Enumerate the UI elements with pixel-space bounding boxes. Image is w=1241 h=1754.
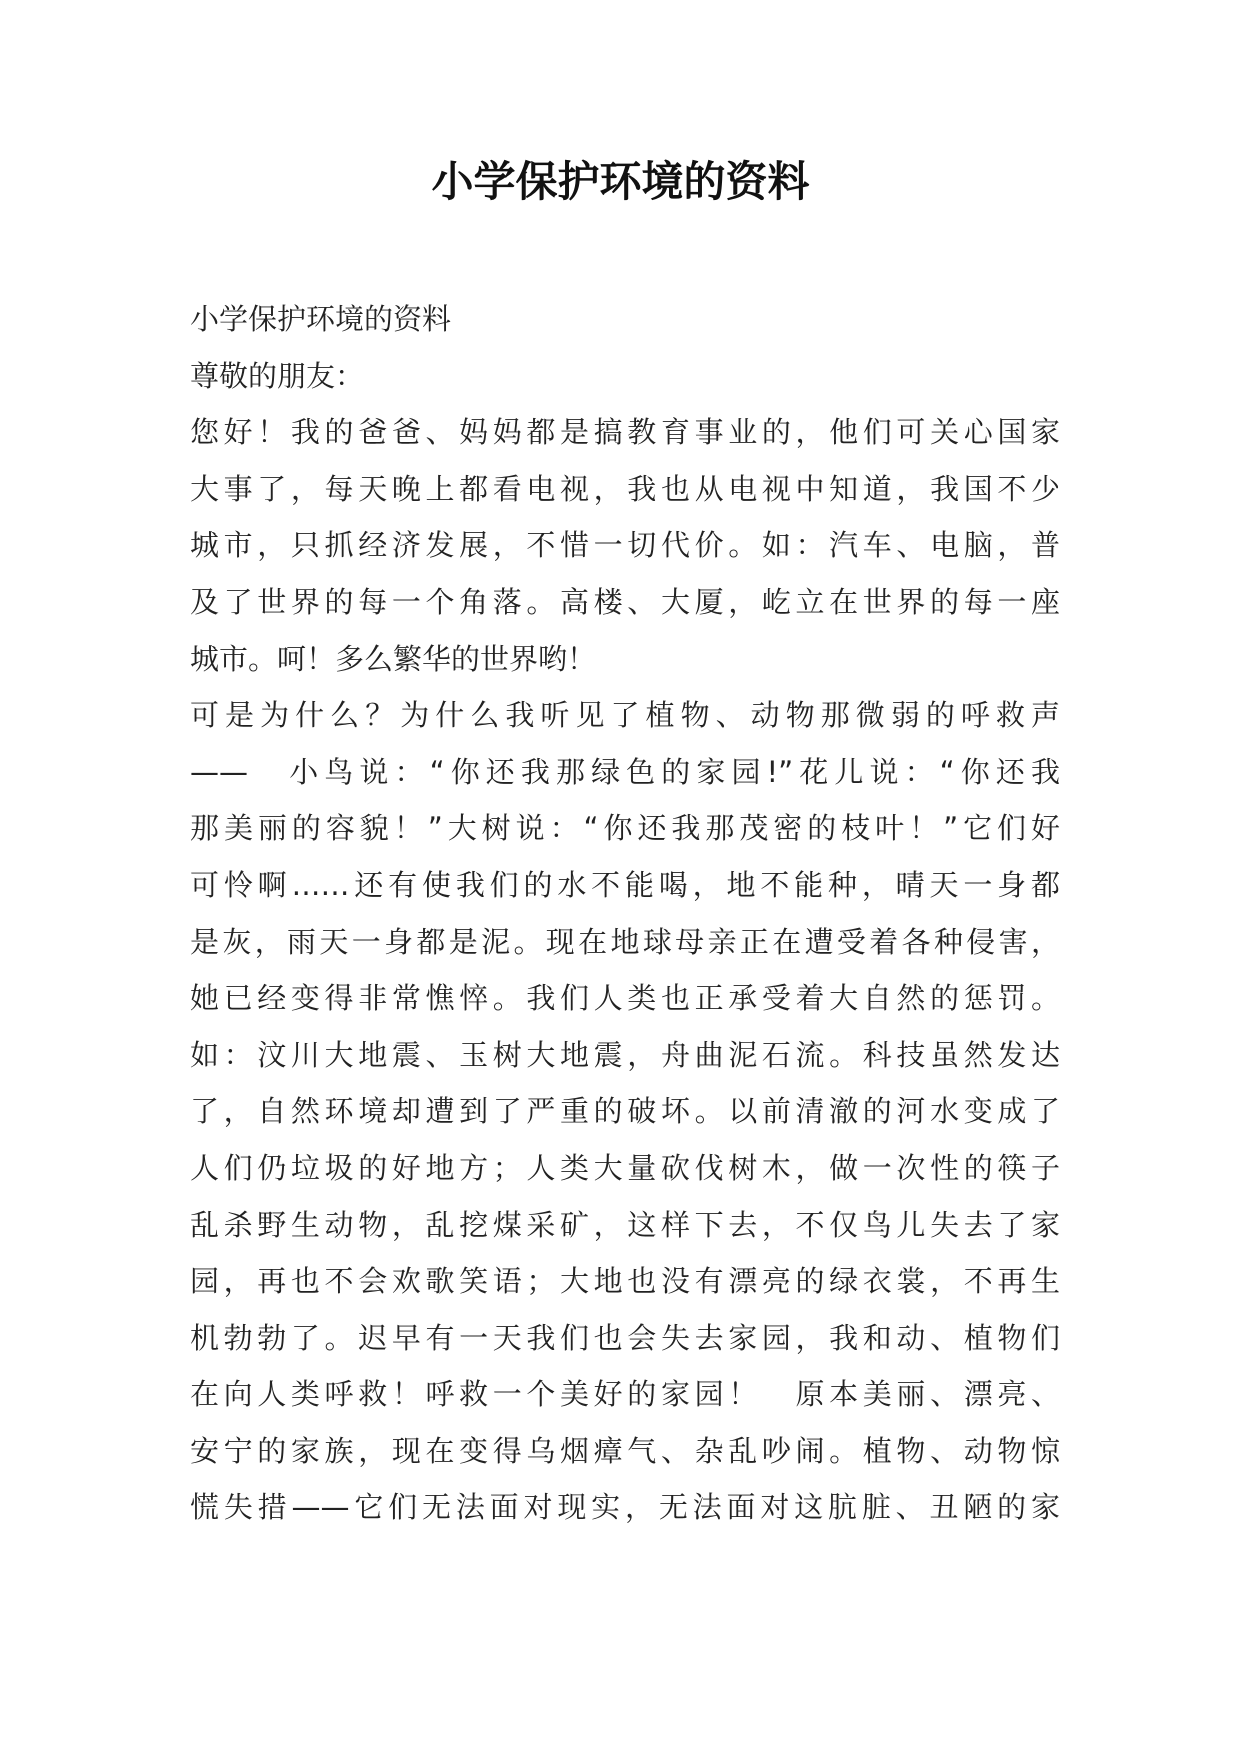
body-line: 在向人类呼救！呼救一个美好的家园！ 原本美丽、漂亮、 [190, 1377, 1060, 1412]
body-line: 了，自然环境却遭到了严重的破坏。以前清澈的河水变成了 [190, 1094, 1060, 1129]
body-line-salutation: 尊敬的朋友： [190, 358, 365, 393]
body-line: 城市，只抓经济发展，不惜一切代价。如：汽车、电脑，普 [190, 528, 1060, 563]
body-line: 及了世界的每一个角落。高楼、大厦，屹立在世界的每一座 [190, 584, 1060, 619]
body-line: —— 小鸟说：“你还我那绿色的家园!”花儿说：“你还我 [190, 754, 1060, 789]
body-line: 机勃勃了。迟早有一天我们也会失去家园，我和动、植物们 [190, 1320, 1060, 1355]
body-line: 她已经变得非常憔悴。我们人类也正承受着大自然的惩罚。 [190, 981, 1060, 1016]
body-line-subtitle: 小学保护环境的资料 [190, 302, 452, 336]
body-line: 那美丽的容貌！”大树说：“你还我那茂密的枝叶！”它们好 [190, 811, 1060, 846]
body-line: 是灰，雨天一身都是泥。现在地球母亲正在遭受着各种侵害， [190, 924, 1060, 959]
body-line: 慌失措——它们无法面对现实，无法面对这肮脏、丑陋的家 [190, 1490, 1060, 1525]
body-line: 您好！我的爸爸、妈妈都是搞教育事业的，他们可关心国家 [190, 415, 1060, 450]
body-line: 大事了，每天晚上都看电视，我也从电视中知道，我国不少 [190, 471, 1060, 506]
document-title: 小学保护环境的资料 [431, 157, 810, 206]
body-line: 城市。呵！多么繁华的世界哟！ [190, 641, 597, 676]
body-line: 可是为什么？为什么我听见了植物、动物那微弱的呼救声 [190, 698, 1060, 733]
document-body [190, 291, 1060, 1536]
body-line: 安宁的家族，现在变得乌烟瘴气、杂乱吵闹。植物、动物惊 [190, 1433, 1060, 1468]
body-line: 人们仍垃圾的好地方；人类大量砍伐树木，做一次性的筷子 [190, 1150, 1060, 1185]
body-line: 如：汶川大地震、玉树大地震，舟曲泥石流。科技虽然发达 [190, 1037, 1060, 1072]
body-line: 园，再也不会欢歌笑语；大地也没有漂亮的绿衣裳，不再生 [190, 1264, 1060, 1299]
body-line: 乱杀野生动物，乱挖煤采矿，这样下去，不仅鸟儿失去了家 [190, 1207, 1060, 1242]
body-line: 可怜啊……还有使我们的水不能喝，地不能种，晴天一身都 [190, 867, 1060, 902]
